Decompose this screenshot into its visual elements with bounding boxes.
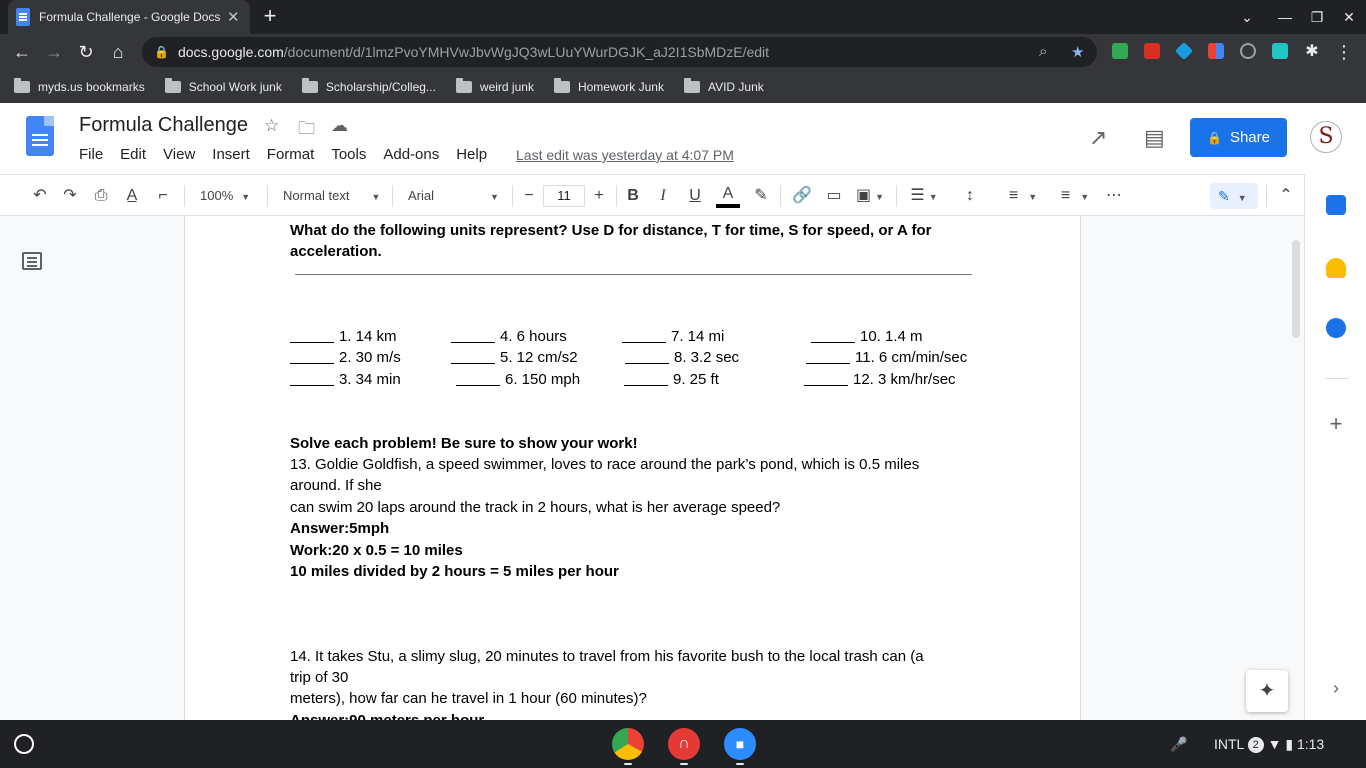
- unit-item: 6. 150 mph: [456, 371, 580, 388]
- intro-line: What do the following units represent? Use D for distance, T for time, S for speed, or A for: [290, 222, 932, 239]
- activity-trend-icon[interactable]: ↗: [1089, 125, 1108, 150]
- question-14-line: 14. It takes Stu, a slimy slug, 20 minutes to travel from his favorite bush to the local trash can (a: [290, 648, 924, 665]
- bookmark-folder[interactable]: [14, 80, 145, 94]
- unit-item: 10. 1.4 m: [811, 328, 923, 345]
- address-bar[interactable]: [142, 37, 1097, 67]
- document-outline-icon[interactable]: [22, 252, 42, 270]
- folder-icon: [165, 81, 181, 93]
- star-icon[interactable]: ☆: [264, 116, 280, 135]
- question-14-line: meters), how far can he travel in 1 hour (60 minutes)?: [290, 690, 647, 707]
- bulleted-list-icon[interactable]: ≡ ▼: [1060, 187, 1090, 204]
- solve-heading: Solve each problem! Be sure to show your work!: [290, 435, 638, 452]
- answer-13: Answer:5mph: [290, 520, 390, 537]
- font-select[interactable]: Arial ▼: [408, 188, 499, 203]
- ime-label: INTL: [1214, 736, 1244, 752]
- new-tab-icon[interactable]: +: [263, 3, 277, 28]
- unit-item: 7. 14 mi: [622, 328, 724, 345]
- bookmark-star-icon[interactable]: ★: [1071, 44, 1085, 61]
- chrome-menu-icon[interactable]: ⋮: [1335, 42, 1353, 62]
- docs-logo-icon[interactable]: [26, 116, 54, 156]
- unit-item: 11. 6 cm/min/sec: [806, 349, 967, 366]
- tab-title: Formula Challenge - Google Docs: [39, 10, 221, 24]
- battery-icon: ▮: [1285, 736, 1294, 752]
- zoom-value: 100%: [200, 188, 234, 203]
- menu-format[interactable]: Format: [266, 146, 315, 163]
- os-shelf: [0, 720, 1366, 768]
- zoom-app-icon[interactable]: ■: [724, 728, 756, 760]
- align-icon[interactable]: ☰ ▼: [910, 187, 938, 204]
- folder-icon: [302, 81, 318, 93]
- horizontal-rule: [295, 274, 972, 275]
- audio-app-icon[interactable]: ∩: [668, 728, 700, 760]
- bookmark-label: Scholarship/Colleg...: [325, 79, 436, 94]
- lock-icon: 🔒: [1207, 130, 1222, 145]
- folder-icon: [456, 81, 472, 93]
- bookmark-folder[interactable]: [684, 80, 764, 94]
- decrease-font-icon[interactable]: −: [524, 187, 534, 204]
- url-host: docs.google.com: [177, 44, 284, 60]
- font-value: Arial: [408, 188, 435, 203]
- editing-mode-button[interactable]: ✎ ▼: [1210, 183, 1258, 209]
- add-addon-icon[interactable]: +: [1329, 411, 1343, 436]
- formatting-toolbar: [0, 174, 1304, 216]
- bookmark-label: weird junk: [479, 79, 534, 94]
- paint-format-icon[interactable]: ⌐: [158, 187, 168, 204]
- menu-bar: [79, 146, 504, 163]
- document-canvas: [0, 216, 1304, 720]
- folder-icon: [554, 81, 570, 93]
- unit-item: 2. 30 m/s: [290, 349, 401, 366]
- last-edit-link[interactable]: Last edit was yesterday at 4:07 PM: [516, 147, 734, 163]
- highlight-icon[interactable]: ✎: [754, 187, 768, 204]
- folder-icon: [14, 81, 30, 93]
- style-value: Normal text: [283, 188, 350, 203]
- side-panel: [1304, 174, 1366, 720]
- menu-addons[interactable]: Add-ons: [383, 146, 440, 163]
- unit-item: 3. 34 min: [290, 371, 401, 388]
- maximize-icon[interactable]: ❐: [1310, 9, 1324, 25]
- italic-button[interactable]: I: [660, 187, 666, 204]
- work-13-line-2: 10 miles divided by 2 hours = 5 miles per hour: [290, 563, 619, 580]
- microphone-icon[interactable]: 🎤: [1170, 736, 1188, 752]
- style-select[interactable]: Normal text ▼: [283, 188, 381, 203]
- menu-insert[interactable]: Insert: [212, 146, 250, 163]
- extension-power-icon[interactable]: [1240, 43, 1256, 59]
- extension-sheets-icon[interactable]: [1112, 43, 1128, 59]
- unit-item: 12. 3 km/hr/sec: [804, 371, 956, 388]
- print-icon[interactable]: ⎙: [94, 187, 108, 204]
- zoom-icon[interactable]: ⌕: [1039, 43, 1048, 60]
- document-title[interactable]: Formula Challenge: [79, 114, 248, 136]
- chrome-app-icon[interactable]: [612, 728, 644, 760]
- docs-favicon-icon: [16, 8, 30, 26]
- insert-link-icon[interactable]: 🔗: [792, 187, 812, 204]
- intro-line-2: acceleration.: [290, 243, 382, 260]
- bookmark-label: Homework Junk: [577, 79, 664, 94]
- move-folder-icon[interactable]: 🗀: [298, 119, 315, 138]
- forward-icon[interactable]: →: [45, 42, 63, 62]
- status-tray[interactable]: [1214, 720, 1324, 768]
- unit-item: 5. 12 cm/s2: [451, 349, 578, 366]
- back-icon[interactable]: ←: [13, 42, 31, 62]
- url-path: /document/d/1lmzPvoYMHVwJbvWgJQ3wLUuYWurDGJK_aJ2I1SbMDzE/edit: [283, 44, 770, 60]
- unit-item: 1. 14 km: [290, 328, 397, 345]
- bookmark-label: School Work junk: [188, 79, 282, 94]
- underline-button[interactable]: U: [689, 187, 701, 204]
- calendar-icon[interactable]: [1326, 195, 1346, 215]
- expand-panel-icon[interactable]: ›: [1333, 678, 1339, 698]
- document-page[interactable]: [184, 216, 1081, 720]
- extension-diamond-icon[interactable]: [1175, 42, 1193, 60]
- browser-tab[interactable]: [8, 0, 250, 34]
- collapse-menus-icon[interactable]: ⌃: [1279, 187, 1293, 204]
- cloud-status-icon[interactable]: ☁: [331, 116, 348, 135]
- bookmark-folder[interactable]: [456, 80, 534, 94]
- home-icon[interactable]: ⌂: [112, 42, 124, 62]
- share-label: Share: [1229, 129, 1270, 146]
- folder-icon: [684, 81, 700, 93]
- menu-file[interactable]: File: [79, 146, 104, 163]
- bookmark-folder[interactable]: [554, 80, 664, 94]
- launcher-icon[interactable]: [14, 734, 34, 754]
- question-13-line: around. If she: [290, 477, 382, 494]
- docs-header: [0, 103, 1366, 174]
- avatar[interactable]: S: [1310, 121, 1342, 153]
- notification-count-badge: 2: [1248, 737, 1264, 753]
- close-window-icon[interactable]: ✕: [1343, 9, 1355, 25]
- increase-font-icon[interactable]: +: [594, 187, 604, 204]
- tasks-icon[interactable]: [1326, 318, 1346, 338]
- bookmarks-bar: [0, 70, 1366, 103]
- close-tab-icon[interactable]: ✕: [227, 9, 240, 26]
- extensions-puzzle-icon[interactable]: ✱: [1305, 43, 1319, 60]
- spellcheck-icon[interactable]: A̲: [126, 187, 138, 204]
- clock-time: 1:13: [1296, 736, 1325, 752]
- keep-icon[interactable]: [1326, 258, 1346, 278]
- tab-search-icon[interactable]: ⌄: [1241, 9, 1253, 25]
- bold-button[interactable]: B: [627, 187, 639, 204]
- insert-image-icon[interactable]: ▣ ▼: [855, 187, 885, 204]
- bookmark-folder[interactable]: [302, 80, 436, 94]
- share-button[interactable]: [1190, 118, 1287, 157]
- reload-icon[interactable]: ↻: [78, 42, 94, 62]
- wifi-icon: ▼: [1267, 736, 1282, 752]
- bookmark-label: myds.us bookmarks: [38, 79, 145, 94]
- question-14-line: trip of 30: [290, 669, 349, 686]
- menu-view[interactable]: View: [163, 146, 196, 163]
- explore-icon[interactable]: ✦: [1246, 670, 1288, 712]
- lock-icon: 🔒: [154, 45, 169, 59]
- extension-red-icon[interactable]: [1144, 43, 1160, 59]
- extension-arrows-icon[interactable]: [1272, 43, 1288, 59]
- bookmark-folder[interactable]: [165, 80, 282, 94]
- question-13-line: 13. Goldie Goldfish, a speed swimmer, loves to race around the park’s pond, which is 0.5 miles: [290, 456, 920, 473]
- unit-item: 4. 6 hours: [451, 328, 567, 345]
- question-13-line: can swim 20 laps around the track in 2 hours, what is her average speed?: [290, 499, 781, 516]
- menu-edit[interactable]: Edit: [120, 146, 147, 163]
- unit-item: 8. 3.2 sec: [625, 349, 739, 366]
- menu-help[interactable]: Help: [456, 146, 488, 163]
- redo-icon[interactable]: ↷: [63, 187, 77, 204]
- more-icon[interactable]: ⋯: [1106, 187, 1122, 204]
- font-size-input[interactable]: 11: [543, 185, 585, 207]
- minimize-icon[interactable]: —: [1278, 9, 1292, 25]
- line-spacing-icon[interactable]: ↕: [966, 187, 974, 204]
- text-color-button[interactable]: A: [716, 184, 740, 208]
- extension-apps-icon[interactable]: [1208, 43, 1224, 59]
- vertical-scrollbar[interactable]: [1292, 240, 1300, 338]
- work-13: Work:20 x 0.5 = 10 miles: [290, 542, 463, 559]
- bookmark-label: AVID Junk: [707, 79, 764, 94]
- undo-icon[interactable]: ↶: [33, 187, 47, 204]
- menu-tools[interactable]: Tools: [331, 146, 367, 163]
- browser-toolbar: [0, 34, 1366, 70]
- zoom-select[interactable]: 100% ▼: [200, 188, 251, 203]
- tab-strip: [0, 0, 1366, 34]
- numbered-list-icon[interactable]: ≡ ▼: [1008, 187, 1038, 204]
- unit-item: 9. 25 ft: [624, 371, 719, 388]
- comment-history-icon[interactable]: ▤: [1144, 125, 1165, 150]
- add-comment-icon[interactable]: ▭: [826, 187, 842, 204]
